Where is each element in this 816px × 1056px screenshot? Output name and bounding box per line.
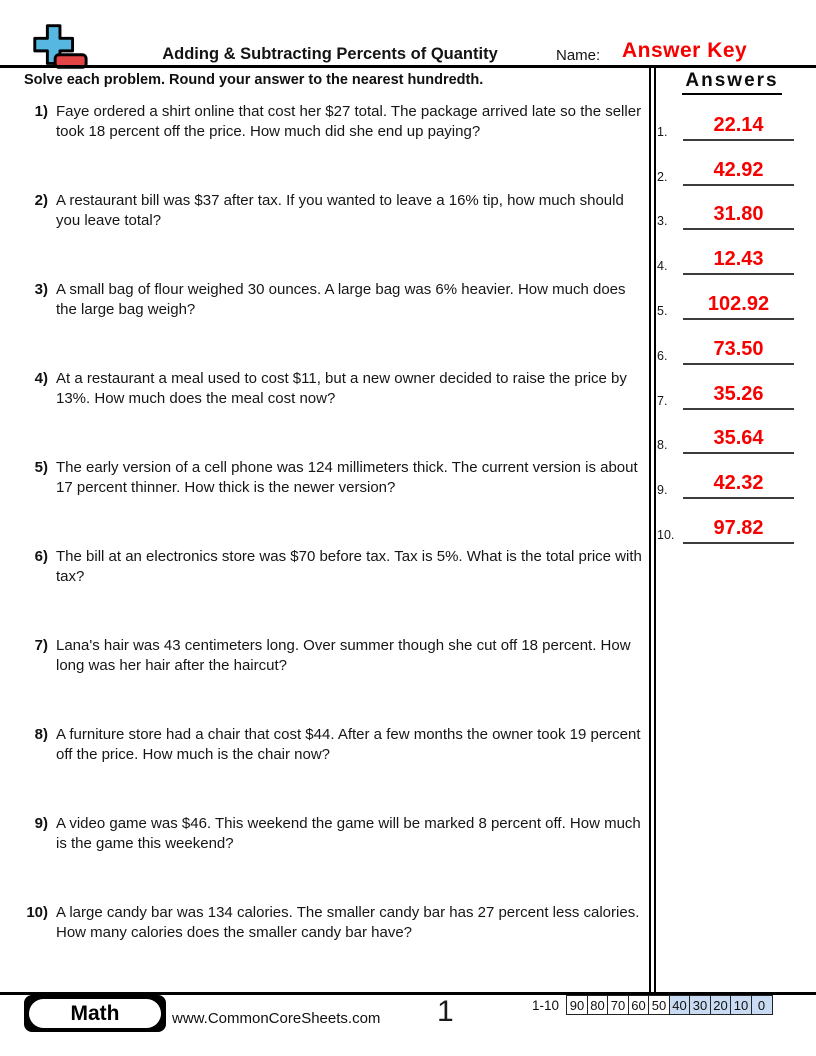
header-rule	[0, 65, 816, 68]
answer-number: 6.	[657, 348, 668, 363]
problem-row	[0, 102, 648, 191]
problem-number: 6)	[34, 548, 48, 565]
answer-value: 97.82	[683, 518, 794, 544]
worksheet-title: Adding & Subtracting Percents of Quantity	[162, 45, 498, 63]
answer-row	[657, 275, 807, 320]
answer-number: 8.	[657, 438, 668, 453]
problem-number: 2)	[34, 192, 48, 209]
problem-row	[0, 547, 648, 636]
answer-row	[657, 230, 807, 275]
score-cell: 10	[730, 995, 752, 1015]
problem-number: 7)	[34, 637, 48, 654]
problem-number: 4)	[34, 370, 48, 387]
answer-number: 5.	[657, 303, 668, 318]
website-text: www.CommonCoreSheets.com	[172, 1010, 381, 1027]
answer-number: 2.	[657, 169, 668, 184]
score-cell: 60	[628, 995, 650, 1015]
score-cell: 90	[566, 995, 588, 1015]
problem-number: 1)	[34, 103, 48, 120]
problem-number: 5)	[34, 459, 48, 476]
answer-value: 42.92	[683, 160, 794, 186]
problem-row	[0, 903, 648, 992]
name-label: Name:	[556, 47, 601, 64]
score-range-label: 1-10	[532, 997, 560, 1013]
answer-value: 42.32	[683, 473, 794, 499]
answer-row	[657, 320, 807, 365]
score-cells	[566, 995, 773, 1015]
answer-row	[657, 365, 807, 410]
answer-value: 12.43	[683, 249, 794, 275]
answer-value: 102.92	[683, 294, 794, 320]
answers-heading: Answers	[682, 70, 781, 95]
answers-list	[657, 96, 807, 544]
answer-key-text: Answer Key	[622, 39, 748, 62]
problems-list	[0, 102, 648, 992]
score-cell: 50	[648, 995, 670, 1015]
score-cells-plain	[566, 995, 670, 1015]
problem-text: A furniture store had a chair that cost $44. After a few months the owner took 19 percent off the price. How much is the chair now?	[56, 726, 641, 763]
answer-number: 4.	[657, 259, 668, 274]
page-number: 1	[437, 995, 454, 1028]
answer-value: 31.80	[683, 204, 794, 230]
answer-row	[657, 141, 807, 186]
answer-number: 7.	[657, 393, 668, 408]
problem-row	[0, 191, 648, 280]
answer-number: 9.	[657, 483, 668, 498]
answers-divider	[649, 68, 656, 992]
problem-text: A large candy bar was 134 calories. The smaller candy bar has 27 percent less calories. How many calories does the smaller candy bar have?	[56, 904, 640, 941]
problem-number: 10)	[26, 904, 48, 921]
problem-row	[0, 458, 648, 547]
problem-text: At a restaurant a meal used to cost $11, but a new owner decided to raise the price by 13%. How much does the meal cost now?	[56, 370, 627, 407]
score-table	[532, 995, 773, 1015]
score-cell: 20	[710, 995, 732, 1015]
subject-label: Math	[29, 999, 161, 1028]
answer-number: 10.	[657, 527, 675, 542]
score-cell: 70	[607, 995, 629, 1015]
answer-number: 3.	[657, 214, 668, 229]
instruction-text: Solve each problem. Round your answer to the nearest hundredth.	[24, 72, 484, 88]
answer-row	[657, 454, 807, 499]
problem-row	[0, 636, 648, 725]
answer-row	[657, 96, 807, 141]
answer-value: 22.14	[683, 115, 794, 141]
problem-text: A video game was $46. This weekend the game will be marked 8 percent off. How much is the game this weekend?	[56, 815, 641, 852]
answer-row	[657, 499, 807, 544]
score-cell: 0	[751, 995, 773, 1015]
subject-badge	[24, 995, 166, 1032]
answer-row	[657, 186, 807, 231]
problem-text: A small bag of flour weighed 30 ounces. A large bag was 6% heavier. How much does the large bag weigh?	[56, 281, 626, 318]
score-cell: 30	[689, 995, 711, 1015]
answer-number: 1.	[657, 124, 668, 139]
answer-row	[657, 410, 807, 455]
score-cells-shaded	[669, 995, 773, 1015]
score-cell: 40	[669, 995, 691, 1015]
problem-number: 9)	[34, 815, 48, 832]
score-cell: 80	[587, 995, 609, 1015]
answer-value: 35.64	[683, 428, 794, 454]
problem-text: A restaurant bill was $37 after tax. If you wanted to leave a 16% tip, how much should you leave total?	[56, 192, 624, 229]
problem-text: The early version of a cell phone was 124 millimeters thick. The current version is about 17 percent thinner. How thick is the newer version?	[56, 459, 638, 496]
problem-text: Faye ordered a shirt online that cost her $27 total. The package arrived late so the seller took 18 percent off the price. How much did she end up paying?	[56, 103, 642, 140]
problem-text: The bill at an electronics store was $70 before tax. Tax is 5%. What is the total price with tax?	[56, 548, 642, 585]
problem-number: 8)	[34, 726, 48, 743]
answer-value: 73.50	[683, 339, 794, 365]
problem-row	[0, 814, 648, 903]
problem-row	[0, 725, 648, 814]
problem-row	[0, 280, 648, 369]
answers-column	[657, 70, 807, 544]
problem-number: 3)	[34, 281, 48, 298]
problem-text: Lana's hair was 43 centimeters long. Over summer though she cut off 18 percent. How long was her hair after the haircut?	[56, 637, 631, 674]
answer-value: 35.26	[683, 384, 794, 410]
problem-row	[0, 369, 648, 458]
